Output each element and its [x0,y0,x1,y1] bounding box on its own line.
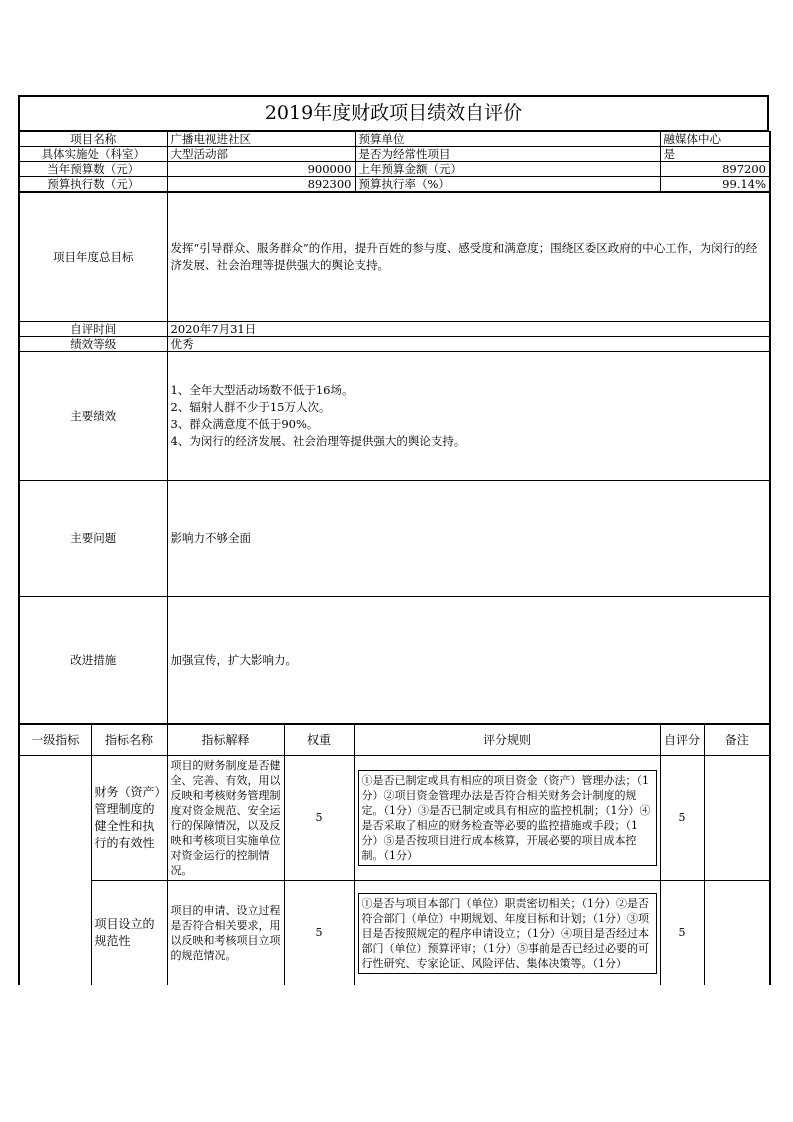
performance-line: 3、群众满意度不低于90%。 [170,417,319,431]
performance-row [19,352,770,481]
dept-value: 大型活动部 [167,147,355,162]
indicator-weight: 5 [284,756,354,881]
indicator-row [19,756,770,881]
project-info-table [18,131,771,192]
indicator-name: 财务（资产）管理制度的健全性和执行的有效性 [91,756,167,881]
performance-label: 主要绩效 [19,352,167,481]
indicator-explain: 项目的财务制度是否健全、完善、有效，用以反映和考核财务管理制度对资金规范、安全运行的保障情况，以及反映和考核项目实施单位对资金运行的控制情况。 [167,756,284,881]
dept-label: 具体实施处（科室） [19,147,167,162]
indicator-table [18,724,771,985]
exec-rate-label: 预算执行率（%） [355,177,660,192]
eval-time-row [19,322,770,337]
indicator-score: 5 [660,756,704,881]
header-explain: 指标解释 [167,725,284,756]
recurring-label: 是否为经常性项目 [355,147,660,162]
indicator-name: 项目设立的规范性 [91,881,167,986]
header-weight: 权重 [284,725,354,756]
last-budget-value: 897200 [660,162,770,177]
measures-label: 改进措施 [19,597,167,724]
performance-line: 1、全年大型活动场数不低于16场。 [170,383,354,397]
goal-row [19,193,770,322]
info-row [19,162,770,177]
project-name-value: 广播电视进社区 [167,132,355,147]
exec-label: 预算执行数（元） [19,177,167,192]
problems-row [19,481,770,597]
budget-value: 900000 [167,162,355,177]
recurring-value: 是 [660,147,770,162]
problems-label: 主要问题 [19,481,167,597]
measures-row [19,597,770,724]
indicator-rules: ①是否已制定或具有相应的项目资金（资产）管理办法；（1分）②项目资金管理办法是否符合相关财务会计制度的规定。（1分）③是否已制定或具有相应的监控机制；（1分）④是否采取了相应的财务检查等必要的监控措施或手段；（1分）⑤是否按项目进行成本核算，开展必要的项目成本控制。（1分） [358,770,657,866]
evaluation-sheet [18,95,769,985]
goal-text: 发挥“引导群众、服务群众”的作用，提升百姓的参与度、感受度和满意度；围绕区委区政府的中心工作，为闵行的经济发展、社会治理等提供强大的舆论支持。 [167,193,770,322]
indicator-row [19,881,770,986]
budget-unit-label: 预算单位 [355,132,660,147]
grade-row [19,337,770,352]
header-rules: 评分规则 [354,725,660,756]
level1-cell [19,756,91,986]
problems-text: 影响力不够全面 [167,481,770,597]
indicator-rules: ①是否与项目本部门（单位）职责密切相关；（1分）②是否符合部门（单位）中期规划、年度目标和计划；（1分）③项目是否按照规定的程序申请设立；（1分）④项目是否经过本部门（单位）预算评审；（1分）⑤事前是否已经过必要的可行性研究、专家论证、风险评估、集体决策等。（1分） [358,893,657,974]
performance-line: 4、为闵行的经济发展、社会治理等提供强大的舆论支持。 [170,434,466,448]
indicator-score: 5 [660,881,704,986]
summary-table [18,192,771,724]
grade-value: 优秀 [167,337,770,352]
info-row [19,132,770,147]
indicator-rules-cell [354,756,660,881]
indicator-rules-cell [354,881,660,986]
exec-rate-value: 99.14% [660,177,770,192]
eval-time-value: 2020年7月31日 [167,322,770,337]
budget-label: 当年预算数（元） [19,162,167,177]
indicator-explain: 项目的申请、设立过程是否符合相关要求，用以反映和考核项目立项的规范情况。 [167,881,284,986]
indicator-weight: 5 [284,881,354,986]
page-title: 2019年度财政项目绩效自评价 [18,95,769,131]
project-name-label: 项目名称 [19,132,167,147]
budget-unit-value: 融媒体中心 [660,132,770,147]
header-name: 指标名称 [91,725,167,756]
header-level1: 一级指标 [19,725,91,756]
grade-label: 绩效等级 [19,337,167,352]
info-row [19,177,770,192]
header-score: 自评分 [660,725,704,756]
indicator-note [704,756,770,881]
performance-line: 2、辐射人群不少于15万人次。 [170,400,331,414]
performance-text [167,352,770,481]
info-row [19,147,770,162]
header-note: 备注 [704,725,770,756]
measures-text: 加强宣传，扩大影响力。 [167,597,770,724]
indicator-header-row [19,725,770,756]
last-budget-label: 上年预算金额（元） [355,162,660,177]
exec-value: 892300 [167,177,355,192]
eval-time-label: 自评时间 [19,322,167,337]
goal-label: 项目年度总目标 [19,193,167,322]
indicator-note [704,881,770,986]
